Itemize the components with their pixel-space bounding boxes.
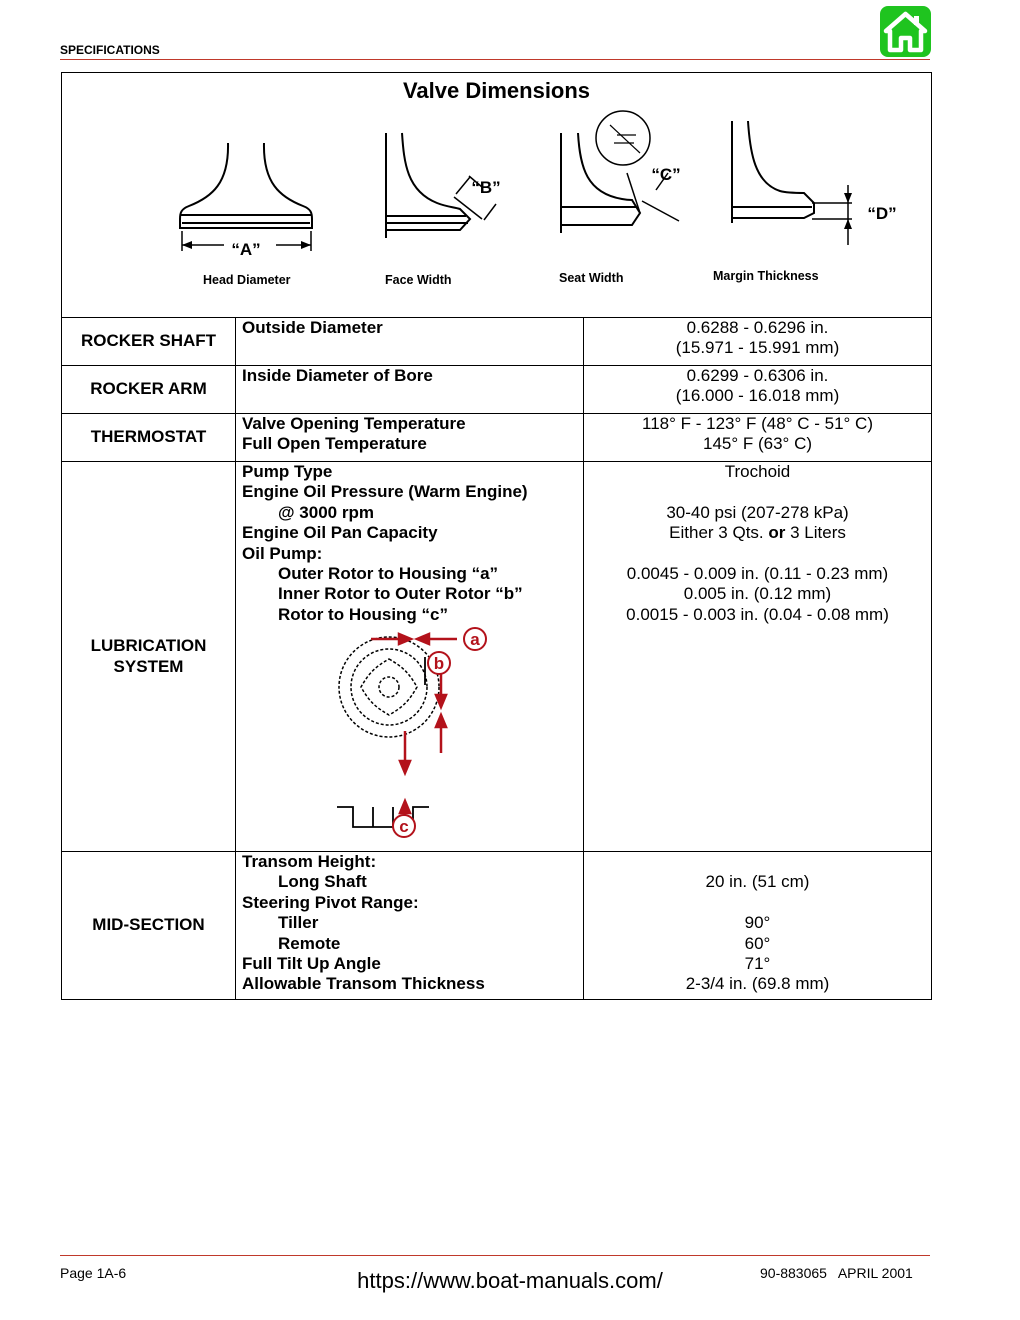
home-button[interactable] (880, 6, 931, 57)
callout-b: b (433, 654, 445, 673)
valve-dimensions-panel (62, 73, 932, 318)
item-valve-opening-temp: Valve Opening Temperature (242, 414, 466, 433)
item-transom-height: Transom Height: (242, 852, 377, 871)
item-inner-rotor: Inner Rotor to Outer Rotor “b” (278, 584, 523, 604)
item-pan-capacity: Engine Oil Pan Capacity (242, 523, 438, 543)
footer-url-link[interactable]: https://www.boat-manuals.com/ (357, 1268, 663, 1293)
item-at-rpm: @ 3000 rpm (278, 502, 374, 522)
value-remote: 60° (744, 933, 771, 953)
item-outside-diameter: Outside Diameter (242, 318, 383, 337)
caption-head-diameter: Head Diameter (203, 273, 291, 287)
category-lubrication-line1: LUBRICATION (90, 636, 207, 656)
value-transom-thickness: 2-3/4 in. (69.8 mm) (685, 974, 830, 994)
valve-dimensions-row (62, 73, 932, 318)
item-remote: Remote (278, 933, 341, 953)
lubrication-row (62, 462, 932, 852)
thermostat-row (62, 414, 932, 462)
valve-dimensions-title: Valve Dimensions (402, 78, 591, 103)
item-outer-rotor: Outer Rotor to Housing “a” (278, 564, 499, 584)
category-thermostat: THERMOSTAT (62, 414, 236, 462)
item-inside-diameter: Inside Diameter of Bore (242, 366, 433, 385)
page-number: Page 1A-6 (60, 1265, 127, 1281)
category-lubrication (62, 462, 236, 852)
value-rocker-arm-mm: (16.000 - 16.018 mm) (675, 386, 840, 406)
value-pump-type: Trochoid (724, 462, 791, 481)
value-inner-rotor: 0.005 in. (0.12 mm) (683, 584, 832, 604)
value-capacity-liters: 3 Liters (790, 523, 846, 543)
item-long-shaft: Long Shaft (278, 872, 367, 892)
value-rocker-arm-in: 0.6299 - 0.6306 in. (686, 366, 829, 385)
value-capacity-qts: Either 3 Qts. (669, 523, 764, 543)
mid-section-row (62, 852, 932, 1000)
category-mid-section: MID-SECTION (62, 852, 236, 1000)
category-rocker-arm: ROCKER ARM (62, 366, 236, 414)
caption-seat-width: Seat Width (559, 271, 624, 285)
label-d: “D” (867, 204, 897, 223)
label-a: “A” (231, 240, 261, 259)
home-icon (880, 6, 931, 57)
item-tilt-angle: Full Tilt Up Angle (242, 954, 381, 974)
item-full-open-temp: Full Open Temperature (242, 434, 427, 454)
value-tilt-angle: 71° (744, 954, 771, 974)
item-rotor-housing: Rotor to Housing “c” (278, 604, 448, 624)
callout-a: a (470, 630, 480, 649)
oil-pump-rotor-diagram (331, 627, 531, 847)
value-rocker-shaft-in: 0.6288 - 0.6296 in. (686, 318, 829, 337)
value-long-shaft: 20 in. (51 cm) (705, 872, 810, 892)
value-oil-pressure: 30-40 psi (207-278 kPa) (666, 502, 849, 522)
label-c: “C” (651, 165, 681, 184)
item-tiller: Tiller (278, 913, 319, 933)
document-number: 90-883065 APRIL 2001 (760, 1265, 913, 1281)
category-rocker-shaft: ROCKER SHAFT (62, 318, 236, 366)
item-oil-pressure: Engine Oil Pressure (Warm Engine) (242, 482, 528, 502)
item-oil-pump: Oil Pump: (242, 543, 323, 563)
value-outer-rotor: 0.0045 - 0.009 in. (0.11 - 0.23 mm) (626, 564, 889, 584)
value-rotor-housing: 0.0015 - 0.003 in. (0.04 - 0.08 mm) (626, 604, 889, 624)
rocker-arm-row (62, 366, 932, 414)
value-full-open-temp: 145° F (63° C) (702, 434, 813, 454)
value-tiller: 90° (744, 913, 771, 933)
callout-c: c (399, 817, 409, 836)
section-title: SPECIFICATIONS (60, 43, 160, 57)
caption-margin-thickness: Margin Thickness (713, 269, 819, 283)
rocker-shaft-row (62, 318, 932, 366)
value-pan-capacity (584, 523, 931, 543)
value-capacity-or: or (768, 523, 786, 543)
specifications-table (61, 72, 932, 1000)
item-steering-range: Steering Pivot Range: (242, 892, 419, 912)
value-valve-opening-temp: 118° F - 123° F (48° C - 51° C) (642, 414, 873, 433)
header-rule (60, 59, 930, 60)
footer-rule (60, 1255, 930, 1256)
value-rocker-shaft-mm: (15.971 - 15.991 mm) (675, 338, 840, 358)
item-transom-thickness: Allowable Transom Thickness (242, 974, 485, 994)
label-b: “B” (471, 178, 501, 197)
caption-face-width: Face Width (385, 273, 452, 287)
item-pump-type: Pump Type (242, 462, 333, 481)
category-lubrication-line2: SYSTEM (113, 656, 184, 676)
